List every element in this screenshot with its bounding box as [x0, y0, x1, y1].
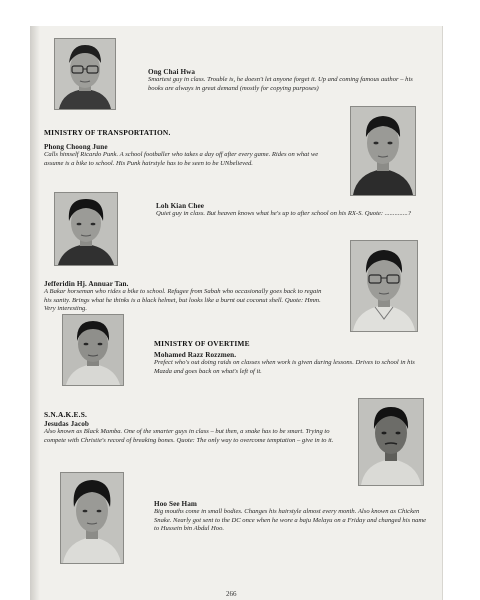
section-heading-transportation: MINISTRY OF TRANSPORTATION. — [44, 128, 171, 137]
section-heading-snakes: S.N.A.K.E.S. — [44, 410, 88, 419]
entry-name: Loh Kian Chee — [156, 202, 205, 210]
portrait-photo-ong-chai-hwa — [54, 38, 116, 110]
entry-name: Jesudas Jacob — [44, 420, 90, 428]
entry-name: Mohamed Razz Rozzmen. — [154, 351, 237, 359]
entry-name: Phong Choong June — [44, 143, 108, 151]
portrait-photo-loh-kian-chee — [54, 192, 118, 266]
entry-description: Calls himself Ricardo Punk. A school footballer who takes a day off after every game. Rides on what we assume is a bike to school. His Punk hairstyle has to be seen to be UNbelieved. — [44, 151, 319, 167]
section-heading-overtime: MINISTRY OF OVERTIME — [154, 339, 250, 348]
portrait-photo-jefferidin — [350, 240, 418, 332]
entry-description: Smartest guy in class. Trouble is, he doesn't let anyone forget it. Up and coming famous author – his books are always in great demand (mostly for copying purposes) — [148, 76, 413, 92]
entry-description: Prefect who's out doing raids on classes when work is given during lessons. Drives to school in his Mazda and goes back on what's left of it. — [154, 359, 415, 375]
yearbook-page — [30, 26, 442, 600]
portrait-photo-mohamed-razz-rozzmen — [62, 314, 124, 386]
entry-description: Quiet guy in class. But heaven knows what he's up to after school on his RX-S. Quote: ..............? — [156, 210, 412, 217]
portrait-photo-jesudas-jacob — [358, 398, 424, 486]
entry-name: Ong Chai Hwa — [148, 68, 196, 76]
entry-name: Jefferidin Hj. Annuar Tan. — [44, 280, 129, 288]
portrait-photo-hoo-see-ham — [60, 472, 124, 564]
entry-description: A Bakar horseman who rides a bike to school. Refugee from Sabah who occasionally goes back to regain his sanity. Brings what he thinks is a black helmet, but looks like a burnt out coconut shell. Quote: Hmm. Very interesting. — [44, 288, 322, 313]
entry-description: Also known as Black Mamba. One of the smarter guys in class – but then, a snake has to be smart. Trying to compete with Christie's record of breaking bones. Quote: The only way to overcome temptation – give in to it. — [44, 428, 334, 444]
page-number: 266 — [226, 590, 237, 598]
binding-shadow — [30, 26, 40, 600]
entry-name: Hoo See Ham — [154, 500, 198, 508]
portrait-photo-phong-choong-june — [350, 106, 416, 196]
entry-description: Big mouths come in small bodies. Changes his hairstyle almost every month. Also known as Chicken Snake. Nearly got sent to the DC once when he wore a baju Melayu on a Friday and changed his name to Hussein bin Abdul Hoo. — [154, 508, 427, 533]
